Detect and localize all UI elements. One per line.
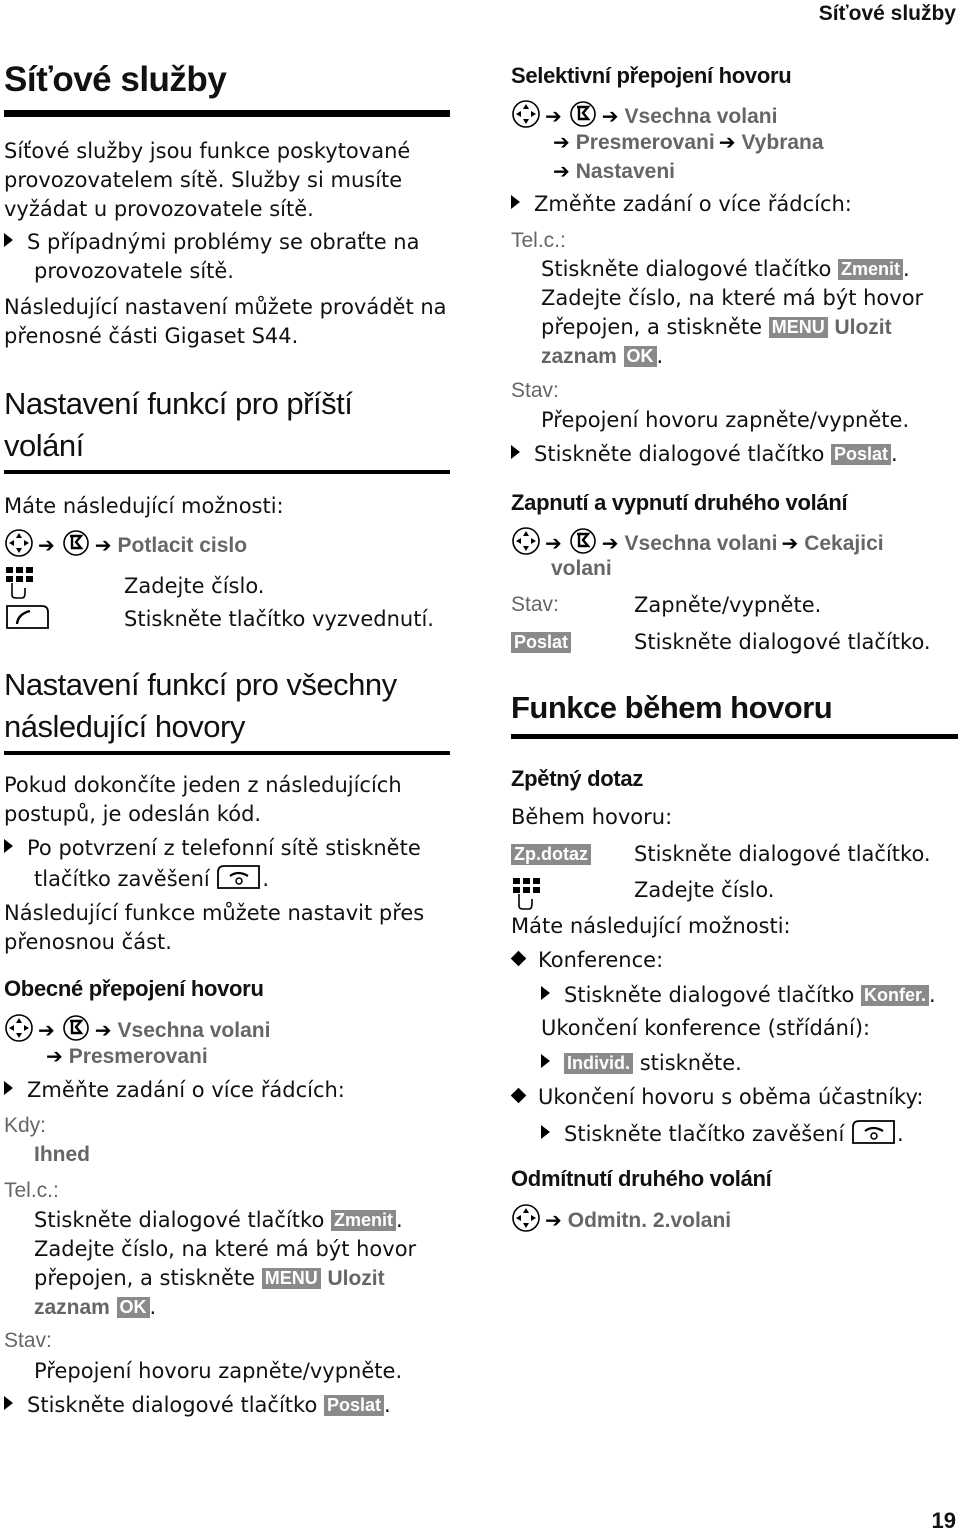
send-softkey[interactable]: Poslat — [511, 632, 571, 653]
conference-softkey[interactable]: Konfer. — [861, 985, 929, 1006]
network-services-icon — [61, 528, 91, 558]
end-both-text: Ukončení hovoru s oběma účastníky: — [538, 1085, 924, 1109]
intro-line-2: provozovatelem sítě. Služby si musíte — [4, 168, 403, 192]
send-text: Stiskněte dialogové tlačítko — [27, 1393, 318, 1417]
diamond-bullet — [511, 951, 527, 967]
end-call-key-icon — [851, 1117, 897, 1147]
enter-number-line-2 — [34, 1264, 385, 1293]
navigation-key-icon — [511, 526, 541, 556]
option-end-both — [511, 1083, 923, 1112]
bullet-confirm-text-2: tlačítko zavěšení — [34, 867, 210, 891]
call-waiting-title: Zapnutí a vypnutí druhého volání — [511, 490, 848, 515]
bullet-confirm-text: Po potvrzení z telefonní sítě stiskněte — [27, 836, 421, 860]
section-next-call-title-2: volání — [4, 428, 84, 463]
network-services-icon — [568, 526, 598, 556]
section-next-call-title-1: Nastavení funkcí pro příští — [4, 386, 353, 421]
press-change-key — [541, 255, 910, 284]
step-enter-number-text: Zadejte číslo. — [124, 574, 265, 598]
period: . — [891, 442, 898, 466]
bullet-confirm-line2 — [34, 862, 269, 894]
menu-item-save[interactable]: Ulozit — [834, 316, 892, 339]
navigation-key-icon — [511, 1203, 541, 1233]
during-call-title: Funkce během hovoru — [511, 690, 833, 725]
when-label: Kdy: — [4, 1114, 47, 1137]
period: . — [903, 257, 910, 281]
consult-key-row — [511, 840, 591, 869]
menu-item-forwarding[interactable]: Presmerovani — [68, 1045, 208, 1068]
period: . — [929, 983, 936, 1007]
network-services-icon — [61, 1013, 91, 1043]
enter-number-line-2 — [541, 313, 892, 342]
bullet-marker — [4, 233, 13, 247]
all-calls-intro-1: Pokud dokončíte jeden z následujících — [4, 773, 402, 797]
press-change-key — [34, 1206, 403, 1235]
bullet-problems — [4, 228, 420, 257]
consultation-title: Zpětný dotaz — [511, 766, 644, 791]
page-number: 19 — [931, 1508, 956, 1533]
arrow-icon: ➔ — [545, 104, 562, 128]
intro-line-3: vyžádat u provozovatele sítě. — [4, 197, 314, 221]
bullet-marker — [511, 445, 520, 459]
menu-path-suppress — [4, 528, 247, 560]
step-talk-key — [4, 602, 434, 634]
tel-label: Tel.c.: — [511, 229, 566, 252]
bullet-problems-line2: provozovatele sítě. — [34, 259, 234, 283]
menu-item-save-2[interactable]: zaznam — [34, 1296, 110, 1319]
menu-path-selective-3 — [549, 157, 675, 186]
press-conference — [541, 981, 936, 1010]
reject-call-title: Odmítnutí druhého volání — [511, 1166, 772, 1191]
running-header: Síťové služby — [818, 2, 956, 25]
talk-key-icon — [4, 602, 50, 632]
menu-path-general — [4, 1013, 270, 1045]
step-enter-number — [4, 565, 264, 601]
note-line-2: přenosné části Gigaset S44. — [4, 324, 299, 348]
end-call-key-icon — [216, 862, 262, 892]
menu-path-selective-2 — [549, 128, 824, 157]
conference-text: Konference: — [538, 948, 664, 972]
change-softkey[interactable]: Zmenit — [331, 1210, 396, 1231]
enter-text: přepojen, a stiskněte — [34, 1266, 256, 1290]
period: . — [149, 1295, 157, 1319]
navigation-key-icon — [4, 1013, 34, 1043]
menu-softkey[interactable]: MENU — [262, 1268, 321, 1289]
menu-item-selected[interactable]: Vybrana — [741, 131, 824, 154]
arrow-icon: ➔ — [545, 531, 562, 555]
conf-press-text: Stiskněte dialogové tlačítko — [564, 983, 855, 1007]
enter-number-text: Zadejte číslo. — [634, 878, 775, 902]
press-send — [4, 1391, 391, 1420]
hangup-text: Stiskněte tlačítko zavěšení — [564, 1122, 845, 1146]
arrow-icon: ➔ — [545, 1208, 562, 1232]
bullet-confirm — [4, 834, 421, 863]
page-title: Síťové služby — [4, 60, 227, 99]
press-word: stiskněte. — [639, 1051, 742, 1075]
change-entry — [511, 190, 852, 219]
general-forwarding-title: Obecné přepojení hovoru — [4, 976, 264, 1001]
period: . — [384, 1393, 391, 1417]
menu-item-save-2[interactable]: zaznam — [541, 345, 617, 368]
menu-item-all-calls[interactable]: Vsechna volani — [624, 532, 778, 555]
stav-text: Zapněte/vypněte. — [634, 593, 822, 617]
section-rule — [4, 470, 450, 474]
arrow-icon: ➔ — [553, 159, 570, 183]
option-conference — [511, 946, 663, 975]
arrow-icon: ➔ — [94, 1018, 112, 1042]
arrow-icon: ➔ — [38, 1018, 55, 1042]
enter-number-row — [511, 876, 543, 912]
ok-softkey[interactable]: OK — [117, 1297, 150, 1318]
navigation-key-icon — [4, 528, 34, 558]
section-rule — [511, 734, 958, 739]
step-talk-key-text: Stiskněte tlačítko vyzvednutí. — [124, 607, 434, 631]
menu-item-all-calls[interactable]: Vsechna volani — [624, 105, 778, 128]
arrow-icon: ➔ — [38, 533, 55, 557]
network-services-icon — [568, 99, 598, 129]
keypad-icon — [511, 876, 543, 910]
bullet-marker — [4, 1396, 13, 1410]
arrow-icon: ➔ — [781, 531, 799, 555]
menu-softkey[interactable]: MENU — [769, 317, 828, 338]
stav-label: Stav: — [4, 1329, 52, 1352]
consult-softkey[interactable]: Zp.dotaz — [511, 844, 591, 865]
options-label: Máte následující možnosti: — [511, 914, 791, 938]
diamond-bullet — [511, 1088, 527, 1104]
when-value[interactable]: Ihned — [34, 1143, 90, 1166]
send-key-text: Stiskněte dialogové tlačítko. — [634, 630, 931, 654]
change-entry-text: Změňte zadání o více řádcích: — [534, 192, 852, 216]
period: . — [396, 1208, 403, 1232]
arrow-icon: ➔ — [46, 1044, 63, 1068]
keypad-icon — [4, 565, 36, 599]
intro-line-1: Síťové služby jsou funkce poskytované — [4, 139, 411, 163]
press-text: Stiskněte dialogové tlačítko — [541, 257, 832, 281]
period: . — [656, 344, 664, 368]
bullet-marker — [541, 1125, 550, 1139]
ok-softkey[interactable]: OK — [624, 346, 657, 367]
send-text: Stiskněte dialogové tlačítko — [534, 442, 825, 466]
menu-path-selective — [511, 99, 777, 131]
bullet-marker — [511, 195, 520, 209]
section-rule — [4, 751, 450, 755]
note-line-1: Následující nastavení můžete provádět na — [4, 295, 447, 319]
arrow-icon: ➔ — [553, 130, 570, 154]
arrow-icon: ➔ — [718, 130, 736, 154]
end-conference-text: Ukončení konference (střídání): — [541, 1016, 871, 1040]
menu-path-call-waiting — [511, 526, 884, 558]
menu-item-call-waiting[interactable]: Cekajici — [804, 532, 884, 555]
menu-path-general-2 — [42, 1042, 208, 1071]
options-label: Máte následující možnosti: — [4, 494, 284, 518]
menu-item-settings[interactable]: Nastaveni — [575, 160, 675, 183]
press-text: Stiskněte dialogové tlačítko — [34, 1208, 325, 1232]
tel-label: Tel.c.: — [4, 1179, 59, 1202]
navigation-key-icon — [511, 99, 541, 129]
stav-label: Stav: — [511, 593, 559, 616]
menu-item-all-calls[interactable]: Vsechna volani — [117, 1019, 271, 1042]
all-calls-intro-2: postupů, je odeslán kód. — [4, 802, 262, 826]
press-hangup — [541, 1117, 904, 1149]
bullet-marker — [541, 1054, 550, 1068]
stav-text: Přepojení hovoru zapněte/vypněte. — [541, 408, 910, 432]
press-send — [511, 440, 898, 469]
selective-forwarding-title: Selektivní přepojení hovoru — [511, 63, 792, 88]
enter-number-line-1: Zadejte číslo, na které má být hovor — [541, 286, 924, 310]
section-all-calls-title-2: následující hovory — [4, 709, 245, 744]
menu-path-reject — [511, 1203, 731, 1235]
all-calls-note-1: Následující funkce můžete nastavit přes — [4, 901, 425, 925]
stav-text: Přepojení hovoru zapněte/vypněte. — [34, 1359, 403, 1383]
individual-softkey[interactable]: Individ. — [564, 1053, 633, 1074]
arrow-icon: ➔ — [94, 533, 112, 557]
enter-text: přepojen, a stiskněte — [541, 315, 763, 339]
consult-key-text: Stiskněte dialogové tlačítko. — [634, 842, 931, 866]
send-softkey[interactable]: Poslat — [324, 1395, 384, 1416]
stav-label: Stav: — [511, 379, 559, 402]
bullet-marker — [541, 986, 550, 1000]
send-key-row — [511, 628, 571, 657]
menu-item-forwarding[interactable]: Presmerovani — [575, 131, 715, 154]
period: . — [896, 1122, 904, 1146]
bullet-marker — [4, 839, 13, 853]
bullet-marker — [4, 1081, 13, 1095]
change-entry-text: Změňte zadání o více řádcích: — [27, 1078, 345, 1102]
all-calls-note-2: přenosnou část. — [4, 930, 172, 954]
menu-item-suppress-number[interactable]: Potlacit cislo — [117, 534, 248, 557]
title-rule — [4, 110, 450, 117]
arrow-icon: ➔ — [601, 531, 619, 555]
menu-item-save[interactable]: Ulozit — [327, 1267, 385, 1290]
menu-item-call-waiting-2[interactable]: volani — [551, 557, 612, 580]
enter-number-line-1: Zadejte číslo, na které má být hovor — [34, 1237, 417, 1261]
change-entry — [4, 1076, 345, 1105]
menu-item-reject-second-call[interactable]: Odmitn. 2.volani — [567, 1209, 732, 1232]
arrow-icon: ➔ — [601, 104, 619, 128]
during-call-text: Během hovoru: — [511, 805, 673, 829]
period: . — [262, 867, 270, 891]
section-all-calls-title-1: Nastavení funkcí pro všechny — [4, 667, 397, 702]
enter-number-line-3 — [34, 1293, 156, 1322]
enter-number-line-3 — [541, 342, 663, 371]
press-individual — [541, 1049, 742, 1078]
change-softkey[interactable]: Zmenit — [838, 259, 903, 280]
bullet-text-1: S případnými problémy se obraťte na — [27, 230, 420, 254]
send-softkey[interactable]: Poslat — [831, 444, 891, 465]
